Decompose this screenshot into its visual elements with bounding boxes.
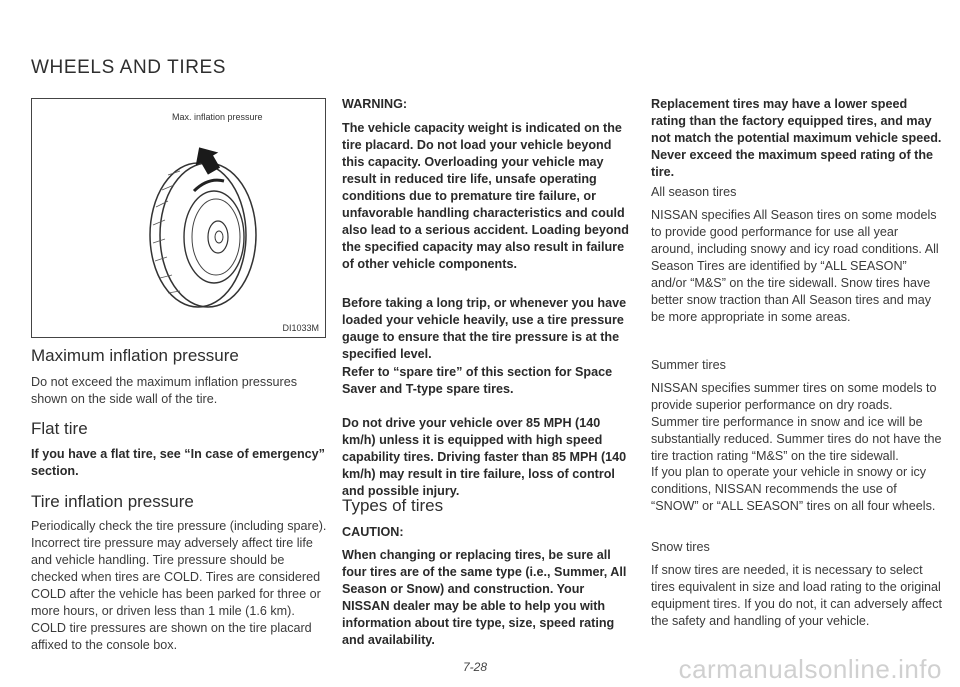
warning-label: WARNING: [342,97,408,111]
warning-paragraph-2: Before taking a long trip, or whenever you have loaded your vehicle heavily, use a tire pressure gauge to ensure that the tire pressure is at the specified level. [342,296,627,361]
all-season-text: NISSAN specifies All Season tires on some models to provide good performance for use all year around, including snowy and icy road conditions. All Season Tires are identified by “ALL SEASON” and/or “M&S” on the tire sidewall. Snow tires have better snow traction than All Season tires and may be more appropriate in some areas. [651,208,939,324]
warning-paragraph-1: The vehicle capacity weight is indicated on the tire placard. Do not load your vehicle beyond this capacity. Overloading your vehicle may result in reduced tire life, unsafe operating conditions due to premature tire failure, or unfavorable handling characteristics and could also lead to a serious accident. Loading beyond the specified capacity may also result in failure of other vehicle components. [342,121,629,271]
replacement-warning: Replacement tires may have a lower speed rating than the factory equipped tires, and may not match the potential maximum vehicle speed. Never exceed the maximum speed rating of the tire. [651,97,942,179]
max-inflation-text: Do not exceed the maximum inflation pressures shown on the side wall of the tire. [31,375,297,406]
figure-label: Max. inflation pressure [172,112,263,122]
warning-paragraph-3: Refer to “spare tire” of this section for Space Saver and T-type spare tires. [342,365,613,396]
watermark: carmanualsonline.info [678,654,942,684]
heading-tire-inflation: Tire inflation pressure [31,492,194,511]
caution-label: CAUTION: [342,525,404,539]
heading-summer: Summer tires [651,358,726,372]
warning-paragraph-4: Do not drive your vehicle over 85 MPH (140 km/h) unless it is equipped with high speed capability tires. Driving faster than 85 MPH (140 km/h) may result in tire failure, loss of control and possible injury. [342,416,627,498]
heading-types-of-tires: Types of tires [342,496,444,515]
tire-inflation-text: Periodically check the tire pressure (including spare). Incorrect tire pressure may adversely affect tire life and vehicle handling. Tire pressure should be checked when tires are COLD. Tires are considered COLD after the vehicle has been parked for three or more hours, or driven less than 1 mile (1.6 km). COLD tire pressures are shown on the tire placard affixed to the console box. [31,519,327,652]
heading-maximum-inflation: Maximum inflation pressure [31,346,239,365]
heading-flat-tire: Flat tire [31,419,88,438]
flat-tire-text: If you have a flat tire, see “In case of emergency” section. [31,447,325,478]
page-number: 7-28 [463,660,488,674]
tire-illustration [128,135,278,310]
heading-all-season: All season tires [651,185,737,199]
snowy-conditions-text: If you plan to operate your vehicle in snowy or icy conditions, NISSAN recommends the use of “SNOW” or “ALL SEASON” tires on all four wheels. [651,465,936,513]
tire-figure [31,98,326,338]
summer-text: NISSAN specifies summer tires on some models to provide superior performance on dry roads. Summer tire performance in snow and ice will be substantially reduced. Summer tires do not have the tire traction rating “M&S” on the tire sidewall. [651,381,942,463]
snow-text: If snow tires are needed, it is necessary to select tires equivalent in size and load rating to the original equipment tires. If you do not, it can adversely affect the safety and handling of your vehicle. [651,563,942,628]
figure-code: DI1033M [282,323,319,333]
caution-text: When changing or replacing tires, be sure all four tires are of the same type (i.e., Summer, All Season or Snow) and construction. Your NISSAN dealer may be able to help you with information about tire type, size, speed rating and availability. [342,548,627,647]
heading-snow: Snow tires [651,540,710,554]
page-title: WHEELS AND TIRES [31,57,227,78]
